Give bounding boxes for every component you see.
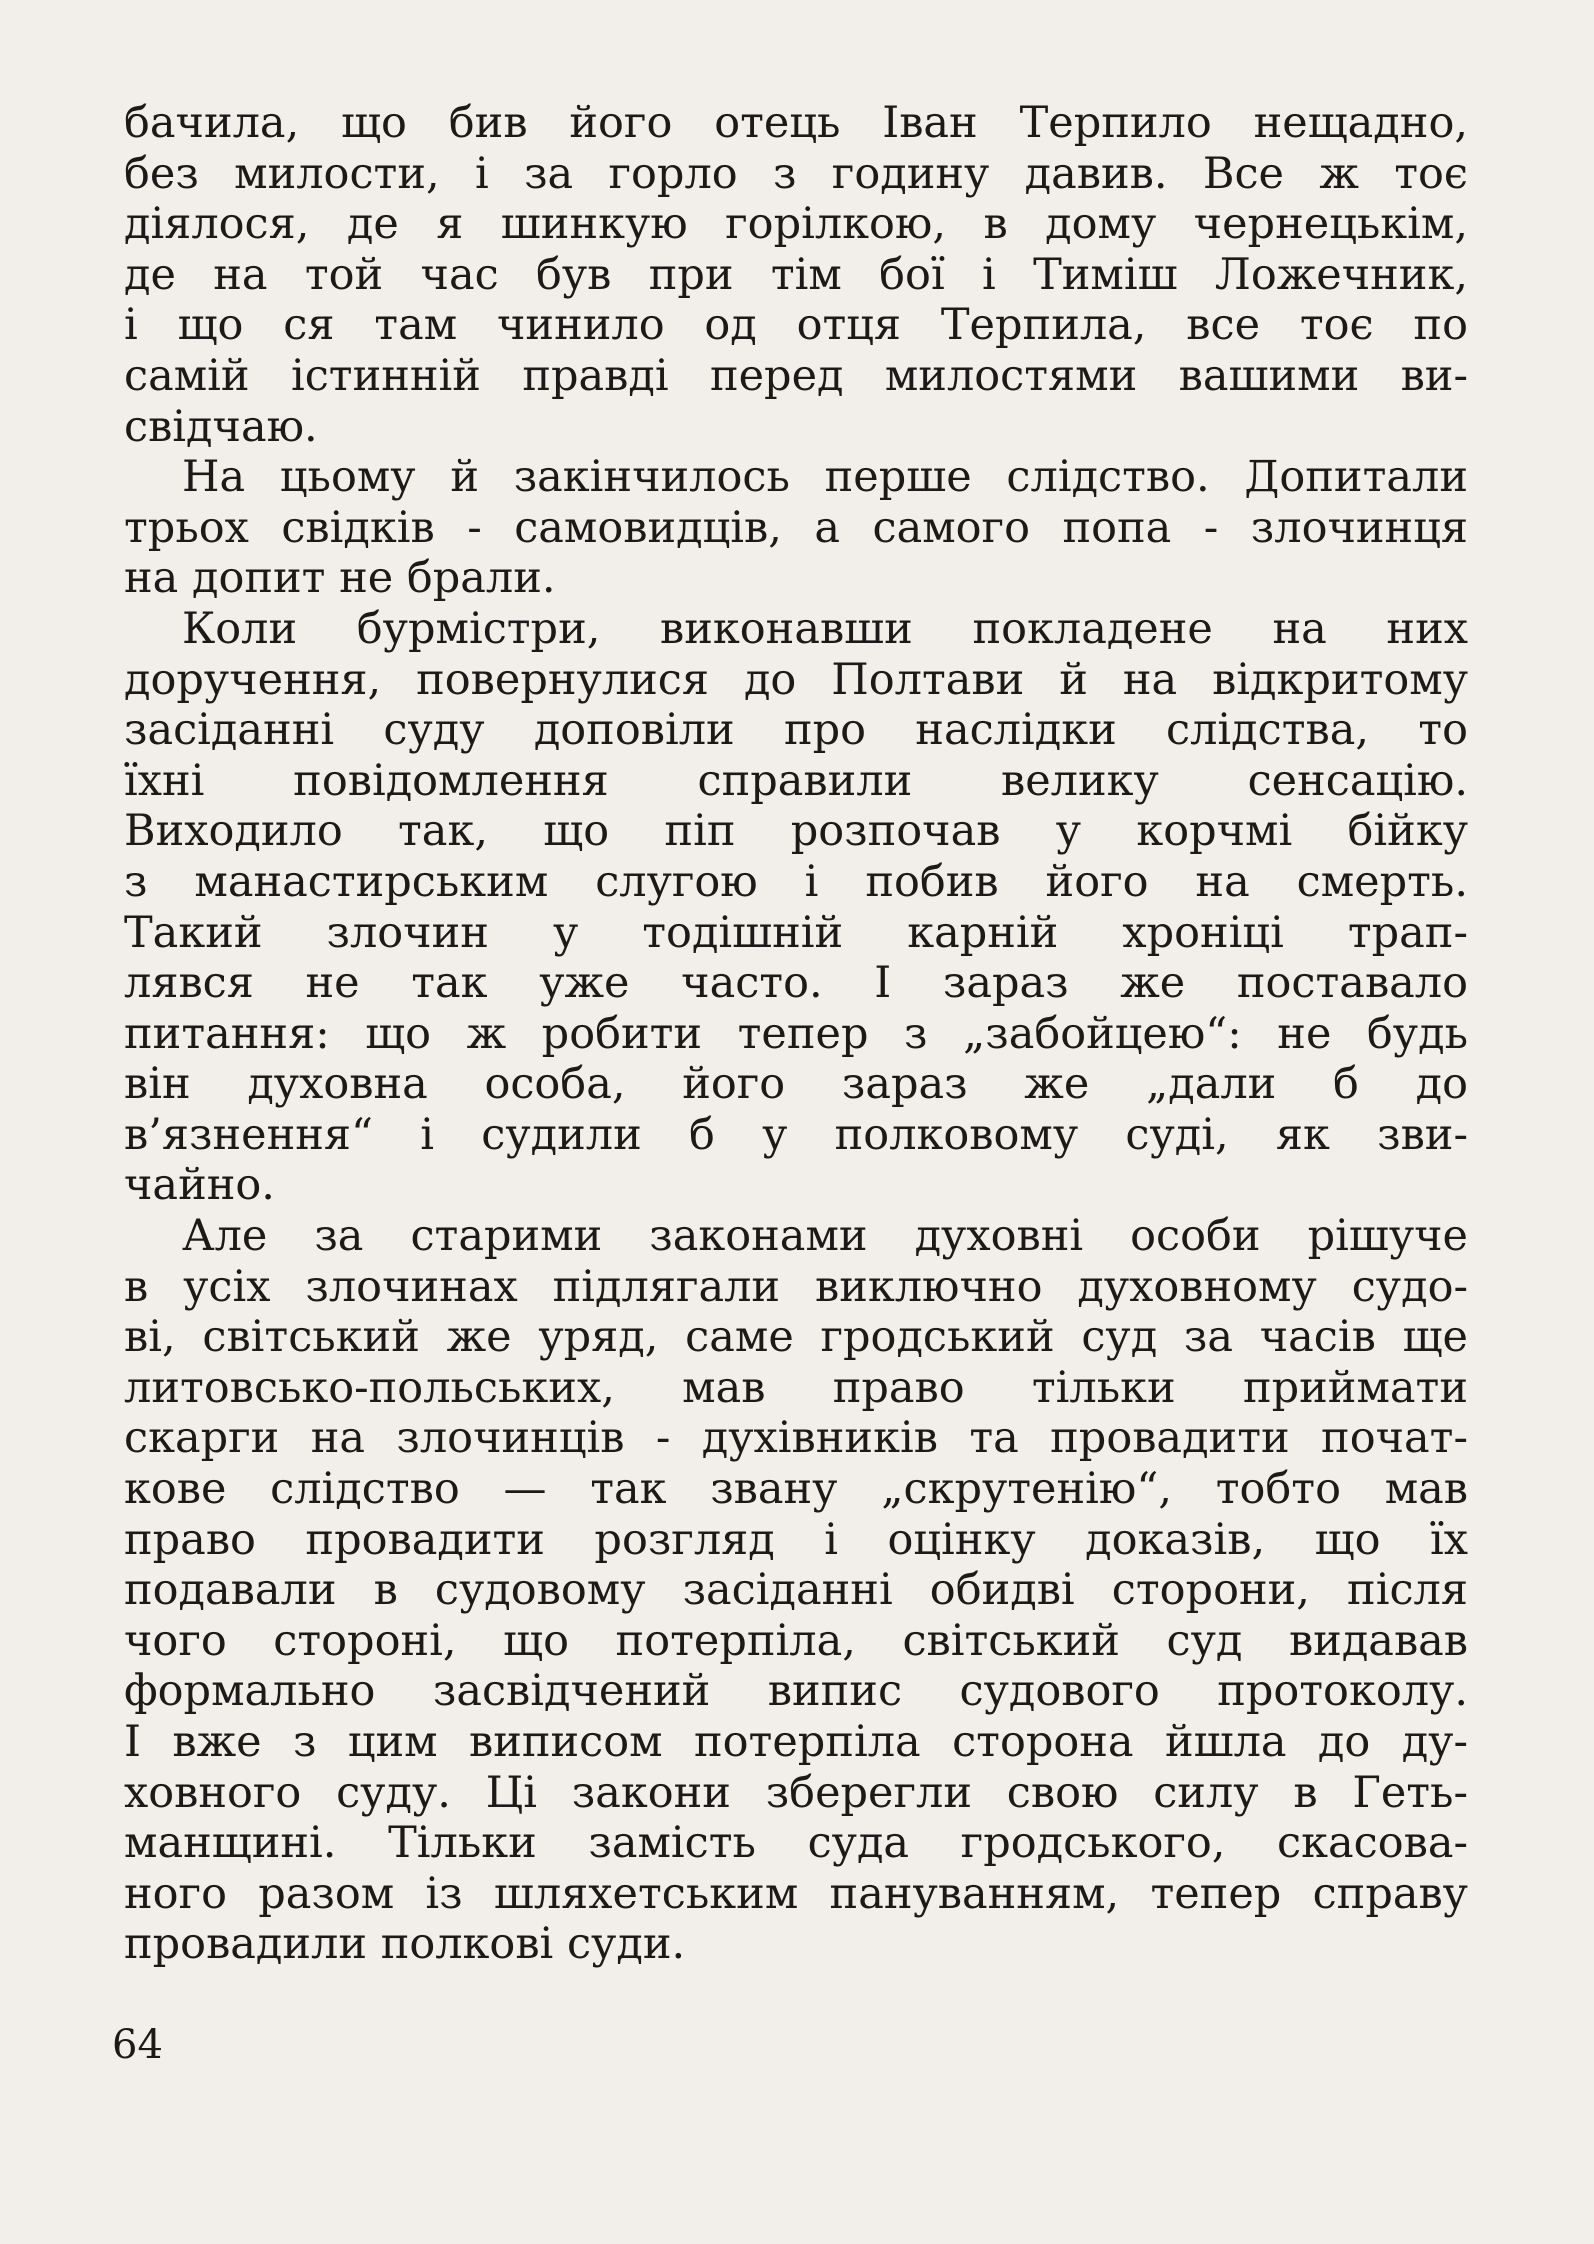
text-line: питання: що ж робити тепер з „забойцею“: не будь: [124, 1008, 1468, 1059]
text-line: їхні повідомлення справили велику сенсацію.: [124, 755, 1468, 806]
text-line: ховного суду. Ці закони зберегли свою силу в Геть-: [124, 1767, 1468, 1818]
paragraph-4: [124, 1211, 1468, 1970]
text-line: ві, світський же уряд, саме гродський суд за часів ще: [124, 1312, 1468, 1363]
text-line: де на той час був при тім бої і Тиміш Ложечник,: [124, 249, 1468, 300]
page-body-text: [124, 98, 1468, 1970]
text-line: чого стороні, що потерпіла, світський суд видавав: [124, 1615, 1468, 1666]
text-line: самій істинній правді перед милостями вашими ви-: [124, 350, 1468, 401]
text-line: ного разом із шляхетським пануванням, тепер справу: [124, 1868, 1468, 1919]
text-line: кове слідство — так звану „скрутенію“, тобто мав: [124, 1464, 1468, 1515]
text-line: скарги на злочинців - духівників та провадити почат-: [124, 1413, 1468, 1464]
paragraph-3: [124, 604, 1468, 1211]
paragraph-2: [124, 452, 1468, 604]
text-line: в’язнення“ і судили б у полковому суді, як зви-: [124, 1109, 1468, 1160]
text-line: в усіх злочинах підлягали виключно духовному судо-: [124, 1261, 1468, 1312]
text-line: формально засвідчений випис судового протоколу.: [124, 1666, 1468, 1717]
text-line: трьох свідків - самовидців, а самого попа - злочинця: [124, 502, 1468, 553]
text-line: бачила, що бив його отець Іван Терпило нещадно,: [124, 98, 1468, 148]
text-line: діялося, де я шинкую горілкою, в дому чернецькім,: [124, 199, 1468, 250]
text-line: засіданні суду доповіли про наслідки слідства, то: [124, 705, 1468, 756]
text-line: Такий злочин у тодішній карній хроніці трап-: [124, 907, 1468, 958]
text-line: Виходило так, що піп розпочав у корчмі бійку: [124, 806, 1468, 857]
text-line: лявся не так уже часто. І зараз же поставало: [124, 958, 1468, 1009]
text-line: без милости, і за горло з годину давив. Все ж тоє: [124, 148, 1468, 199]
text-line: І вже з цим виписом потерпіла сторона йшла до ду-: [124, 1717, 1468, 1767]
text-line: чайно.: [124, 1160, 275, 1211]
text-line: право провадити розгляд і оцінку доказів, що їх: [124, 1514, 1468, 1565]
text-line: доручення, повернулися до Полтави й на відкритому: [124, 654, 1468, 705]
text-line: він духовна особа, його зараз же „дали б до: [124, 1059, 1468, 1110]
page-number: 64: [112, 2022, 163, 2068]
text-line: і що ся там чинило од отця Терпила, все тоє по: [124, 300, 1468, 351]
text-line: свідчаю.: [124, 401, 318, 452]
text-line: Коли бурмістри, виконавши покладене на них: [182, 603, 1468, 654]
text-line: На цьому й закінчилось перше слідство. Допитали: [182, 452, 1468, 503]
paragraph-1: [124, 98, 1468, 452]
text-line: подавали в судовому засіданні обидві сторони, після: [124, 1565, 1468, 1616]
text-line: литовсько-польських, мав право тільки приймати: [124, 1362, 1468, 1413]
text-line: провадили полкові суди.: [124, 1919, 686, 1970]
text-line: з манастирським слугою і побив його на смерть.: [124, 856, 1468, 907]
text-line: манщині. Тільки замість суда гродського, скасова-: [124, 1818, 1468, 1869]
text-line: Але за старими законами духовні особи рішуче: [182, 1211, 1468, 1262]
text-line: на допит не брали.: [124, 553, 556, 604]
